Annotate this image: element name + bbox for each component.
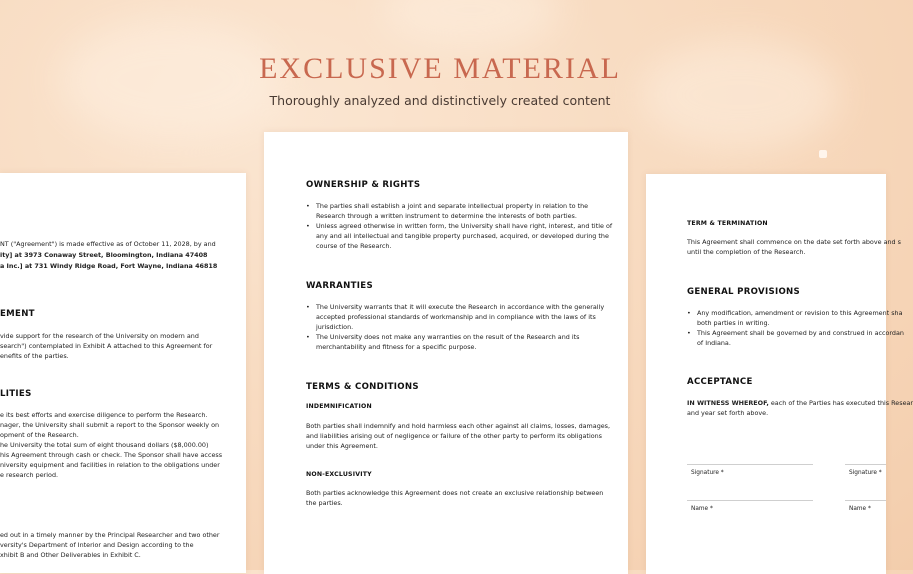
responsibilities-line-6: niversity equipment and facilities in relation to the obligations under: [0, 461, 220, 469]
responsibilities-line-4: he University the total sum of eight thousand dollars ($8,000.00): [0, 441, 209, 449]
ownership-heading: OWNERSHIP & RIGHTS: [306, 180, 421, 190]
acceptance-rest: each of the Parties has executed this Resear: [768, 399, 913, 407]
termination-heading: TERM & TERMINATION: [687, 220, 768, 227]
signature-line-top-right: [845, 464, 886, 465]
agreement-line-1: vide support for the research of the University on modern and: [0, 332, 199, 340]
responsibilities-section-heading: LITIES: [0, 389, 32, 399]
warranties-heading: WARRANTIES: [306, 281, 373, 291]
responsibilities-line-3: opment of the Research.: [0, 431, 79, 439]
acceptance-line-2: and year set forth above.: [687, 409, 769, 417]
ownership-bullet-2: [306, 221, 612, 251]
acceptance-heading: ACCEPTANCE: [687, 377, 753, 387]
general-b1-l2: both parties in writing.: [697, 319, 770, 327]
agreement-line-3: enefits of the parties.: [0, 352, 69, 360]
acceptance-line-1: [687, 398, 913, 408]
responsibilities-line-2: nager, the University shall submit a report to the Sponsor weekly on: [0, 421, 220, 429]
general-b2-l2: of Indiana.: [697, 339, 731, 347]
banner-subtitle: Thoroughly analyzed and distinctively created content: [269, 93, 611, 108]
warranties-b2-l1: The University does not make any warranties on the result of the Research and its: [316, 333, 580, 341]
nonexclusivity-line-2: the parties.: [306, 499, 343, 507]
responsibilities-line-7: e research period.: [0, 471, 59, 479]
deliverables-line-2: versity's Department of Interior and Design according to the: [0, 541, 194, 549]
signature-label-left: Signature *: [691, 470, 724, 476]
warranties-b2-l2: merchantability and fitness for a specific purpose.: [316, 343, 477, 351]
indemnification-line-1: Both parties shall indemnify and hold harmless each other against all claims, losses, damages,: [306, 422, 611, 430]
general-bullet-2: [687, 328, 904, 348]
signature-label-right: Signature *: [849, 470, 882, 476]
witness-bold: IN WITNESS WHEREOF,: [687, 399, 769, 407]
warranties-bullet-1: [306, 302, 604, 332]
terms-heading: TERMS & CONDITIONS: [306, 382, 419, 392]
agreement-section-heading: EMENT: [0, 309, 35, 319]
ownership-b2-l2: any and all intellectual and tangible property purchased, acquired, or developed during the: [316, 232, 609, 240]
signature-line-top-left: [687, 464, 813, 465]
general-b2-l1: This Agreement shall be governed by and construed in accordan: [697, 329, 904, 337]
center-document-page: [264, 132, 628, 574]
ownership-b1-l1: The parties shall establish a joint and separate intellectual property in relation to the: [316, 202, 589, 210]
general-bullet-1: [687, 308, 903, 328]
name-label-left: Name *: [691, 506, 713, 512]
general-b1-l1: Any modification, amendment or revision to this Agreement sha: [697, 309, 903, 317]
banner-title: EXCLUSIVE MATERIAL: [259, 52, 621, 85]
nonexclusivity-heading: NON-EXCLUSIVITY: [306, 471, 372, 478]
ownership-b2-l3: course of the Research.: [316, 242, 392, 250]
termination-line-1: This Agreement shall commence on the date set forth above and s: [687, 238, 901, 246]
indemnification-heading: INDEMNIFICATION: [306, 403, 372, 410]
indemnification-line-2: and liabilities arising out of negligence or failure of the other party to perform its obligations: [306, 432, 603, 440]
warranties-bullet-2: [306, 332, 579, 352]
ownership-bullet-1: [306, 201, 588, 221]
warranties-b1-l1: The University warrants that it will execute the Research in accordance with the generally: [316, 303, 605, 311]
deliverables-line-3: xhibit B and Other Deliverables in Exhibit C.: [0, 551, 141, 559]
responsibilities-line-1: e its best efforts and exercise diligence to perform the Research.: [0, 411, 208, 419]
decorative-square: [819, 150, 827, 158]
responsibilities-line-5: his Agreement through cash or check. The Sponsor shall have access: [0, 451, 223, 459]
left-document-page: [0, 173, 246, 573]
intro-line-2: ity] at 3973 Conaway Street, Bloomington, Indiana 47408: [0, 251, 208, 259]
ownership-b2-l1: Unless agreed otherwise in written form, the University shall have right, interest, and title of: [316, 222, 613, 230]
agreement-line-2: search") contemplated in Exhibit A attached to this Agreement for: [0, 342, 213, 350]
general-provisions-heading: GENERAL PROVISIONS: [687, 287, 801, 297]
termination-line-2: until the completion of the Research.: [687, 248, 806, 256]
name-label-right: Name *: [849, 506, 871, 512]
indemnification-line-3: under this Agreement.: [306, 442, 378, 450]
deliverables-line-1: ed out in a timely manner by the Principal Researcher and two other: [0, 531, 220, 539]
signature-line-left[interactable]: [687, 500, 813, 501]
warranties-b1-l2: accepted professional standards of workmanship and in compliance with the laws of its: [316, 313, 596, 321]
warranties-b1-l3: jurisdiction.: [316, 323, 354, 331]
right-document-page: [646, 174, 913, 574]
signature-line-right[interactable]: [845, 500, 886, 501]
intro-line-1: NT ("Agreement") is made effective as of October 11, 2028, by and: [0, 240, 216, 248]
intro-line-3: a Inc.] at 731 Windy Ridge Road, Fort Wayne, Indiana 46818: [0, 262, 218, 270]
nonexclusivity-line-1: Both parties acknowledge this Agreement does not create an exclusive relationship between: [306, 489, 604, 497]
ownership-b1-l2: Research through a written instrument to determine the interests of both parties.: [316, 212, 577, 220]
